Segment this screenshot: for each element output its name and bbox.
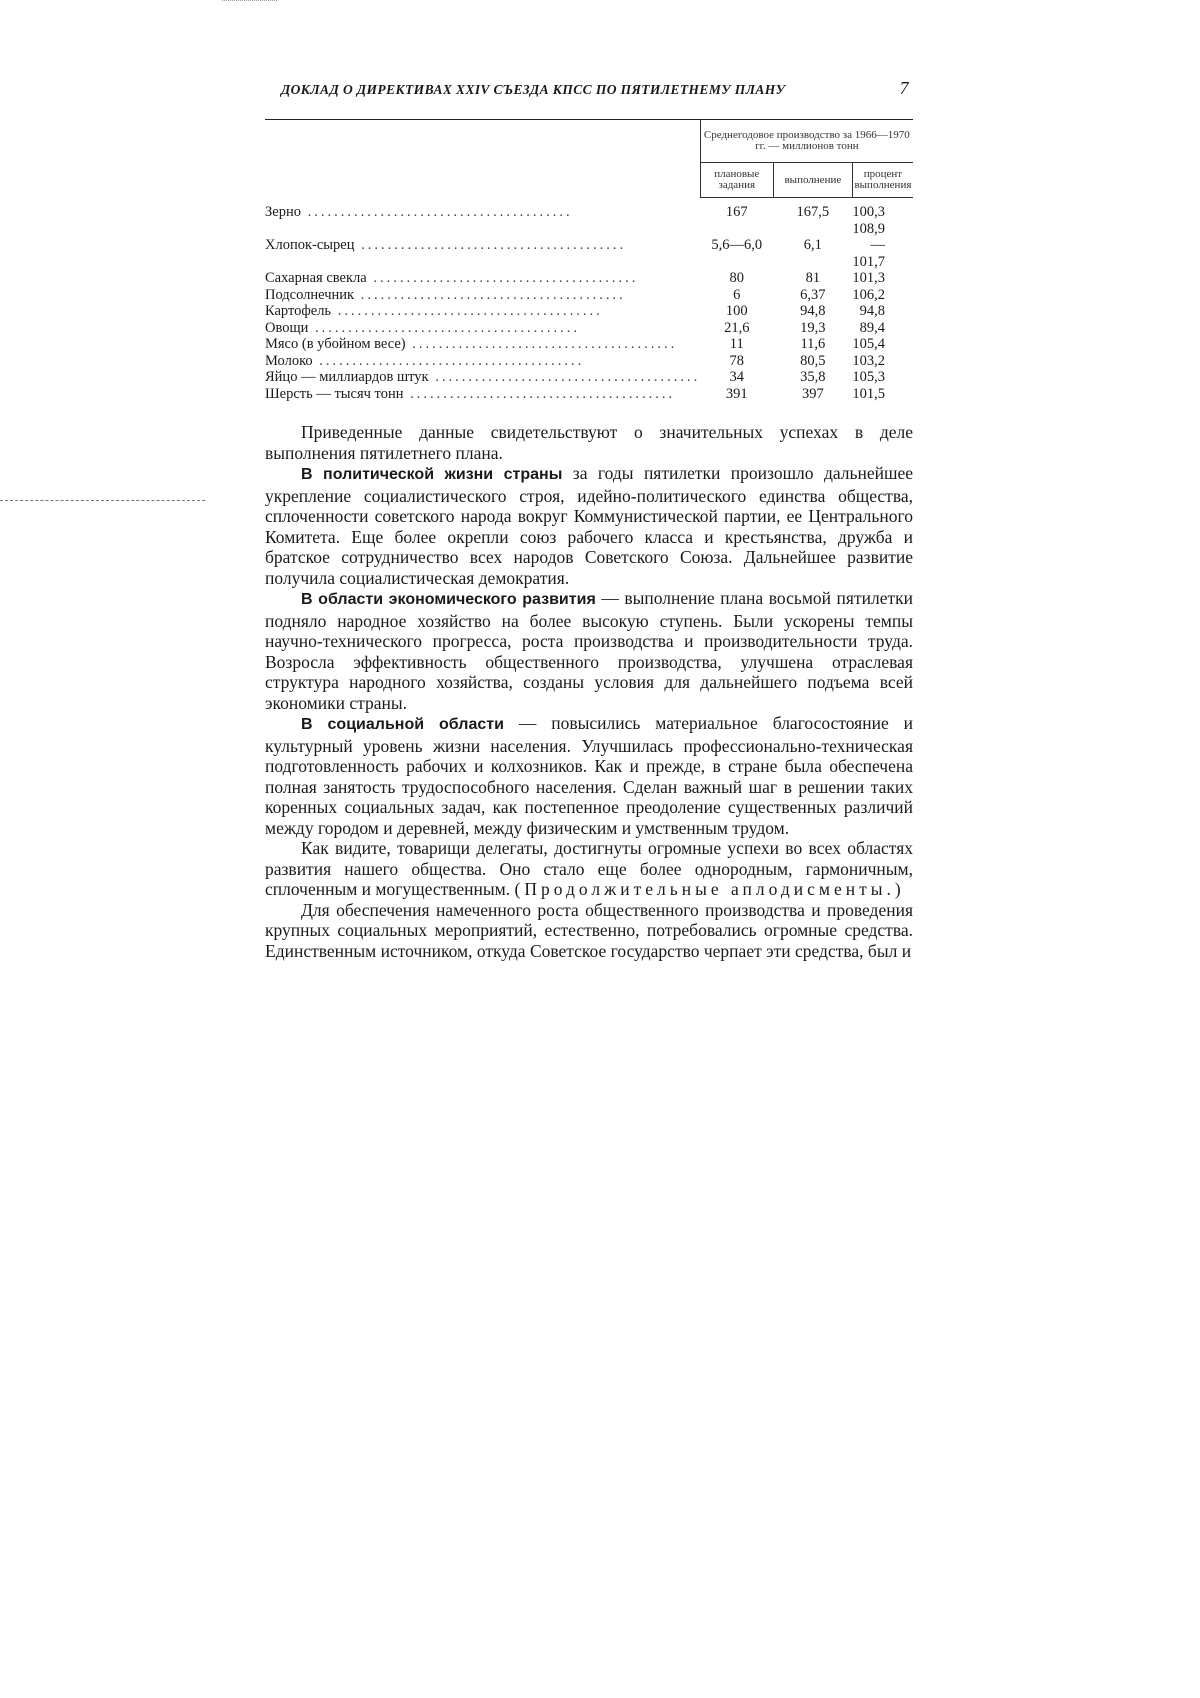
cell-actual: 94,8 — [800, 303, 826, 319]
cell-planned: 167 — [725, 204, 748, 220]
row-label: Мясо (в убойном весе) — [265, 336, 406, 352]
cell-actual: 6,37 — [800, 286, 826, 303]
row-label: Хлопок-сырец — [265, 237, 355, 253]
dot-leader: ........................................ — [308, 319, 581, 336]
paragraph-2-text: за годы пятилетки произошло дальнейшее укрепление социалистического строя, идейно-политического единства общества, сплоченности советского народа вокруг Коммунистической партии, ее Центрального Комитета. Еще более окрепли союз рабочего класса и крестьянства, дружба и братское сотрудничество всех народов Советского Союза. Дальнейшее развитие получила социалистическая демократия. — [265, 463, 914, 588]
cell-actual: 11,6 — [800, 336, 826, 352]
table-row — [265, 270, 913, 287]
dot-leader: ........................................ — [300, 203, 573, 220]
body-text — [265, 422, 913, 961]
paragraph-2 — [265, 463, 913, 588]
cell-percent: 100,3 — [852, 204, 885, 220]
table-header-row — [265, 120, 913, 163]
label-cell — [265, 386, 700, 403]
cell-percent: 108,9—101,7 — [852, 220, 885, 270]
paragraph-4 — [265, 713, 913, 838]
cell-actual: 80,5 — [800, 352, 826, 369]
col-header-percent: процент выполнения — [852, 163, 913, 198]
cell-percent: 103,2 — [852, 352, 885, 369]
scan-artifact-top — [222, 0, 277, 1]
cell-planned: 391 — [725, 385, 748, 402]
col-header-actual: выполнение — [773, 163, 852, 198]
paragraph-3 — [265, 588, 913, 713]
cell-planned: 5,6—6,0 — [711, 237, 763, 253]
row-label: Шерсть — тысяч тонн — [265, 385, 404, 402]
paragraph-2-lead: В политической жизни страны — [301, 466, 563, 483]
table-body — [265, 198, 913, 403]
dot-leader: ........................................ — [331, 303, 603, 319]
cell-percent: 94,8 — [859, 303, 885, 319]
scan-artifact-margin-line — [0, 500, 205, 501]
paragraph-6: Для обеспечения намеченного роста общественного производства и проведения крупных социальных мероприятий, естественно, потребовались огромные средства. Единственным источником, откуда Советское государство черпает эти средства, был и — [265, 899, 913, 961]
paragraph-1: Приведенные данные свидетельствуют о значительных успехах в деле выполнения пятилетнего плана. — [265, 422, 913, 463]
dot-leader: ........................................ — [354, 286, 626, 303]
table-header-blank — [265, 120, 700, 198]
label-cell — [265, 336, 700, 353]
page-number: 7 — [899, 78, 909, 98]
row-label: Подсолнечник — [265, 286, 355, 303]
label-cell — [265, 198, 700, 221]
label-cell — [265, 369, 700, 386]
dot-leader: ........................................ — [312, 352, 585, 369]
running-head-title: ДОКЛАД О ДИРЕКТИВАХ XXIV СЪЕЗДА КПСС ПО ПЯТИЛЕТНЕМУ ПЛАНУ — [281, 82, 786, 97]
table-row — [265, 353, 913, 370]
table-group-header: Среднегодовое производство за 1966—1970 гг. — миллионов тонн — [700, 120, 913, 163]
table-row — [265, 320, 913, 337]
cell-actual: 6,1 — [803, 237, 822, 253]
table-row — [265, 221, 913, 271]
cell-actual: 19,3 — [800, 319, 826, 336]
cell-planned: 11 — [729, 336, 744, 352]
col-header-planned: плановые задания — [700, 163, 773, 198]
paragraph-5 — [265, 838, 913, 900]
cell-actual: 397 — [801, 385, 824, 402]
cell-planned: 78 — [729, 352, 745, 369]
cell-percent: 105,3 — [852, 369, 885, 385]
cell-planned: 6 — [733, 286, 741, 303]
paragraph-5-text: Как видите, товарищи делегаты, достигнуты огромные успехи во всех областях развития нашего общества. Оно стало еще более однородным, гармоничным, сплоченным и могущественным. — [265, 838, 913, 899]
cell-percent: 106,2 — [852, 286, 885, 303]
label-cell — [265, 221, 700, 271]
cell-planned: 21,6 — [724, 319, 750, 336]
dot-leader: ........................................ — [403, 385, 676, 402]
row-label: Зерно — [265, 203, 301, 220]
dot-leader: ........................................ — [354, 237, 627, 253]
paragraph-4-text: — повысились материальное благосостояние и культурный уровень жизни населения. Улучшилась профессионально-техническая подготовленность рабочих и колхозников. Как и прежде, в стране была обеспечена полная занятость трудоспособного населения. Сделан важный шаг в решении таких коренных социальных задач, как постепенное преодоление существенных различий между городом и деревней, между физическим и умственным трудом. — [265, 713, 913, 838]
production-table — [265, 119, 913, 402]
row-label: Молоко — [265, 352, 313, 369]
dot-leader: ........................................ — [405, 336, 678, 352]
running-head — [265, 78, 913, 99]
paragraph-3-text: — выполнение плана восьмой пятилетки подняло народное хозяйство на более высокую ступень. Были ускорены темпы научно-технического прогресса, роста производства и производительности труда. Возросла эффективность общественного производства, улучшена отраслевая структура народного хозяйства, созданы условия для дальнейшего подъема всей экономики страны. — [265, 588, 913, 713]
cell-percent: 101,5 — [852, 385, 885, 402]
label-cell — [265, 303, 700, 320]
row-label: Овощи — [265, 319, 309, 336]
label-cell — [265, 270, 700, 287]
label-cell — [265, 320, 700, 337]
cell-planned: 100 — [725, 303, 748, 319]
cell-planned: 80 — [729, 270, 745, 286]
cell-percent: 105,4 — [852, 336, 885, 352]
cell-percent: 101,3 — [852, 270, 885, 286]
table-row — [265, 369, 913, 386]
paragraph-3-lead: В области экономического развития — [301, 591, 596, 608]
cell-percent: 89,4 — [859, 319, 885, 336]
table-row — [265, 303, 913, 320]
row-label: Картофель — [265, 303, 332, 319]
row-label: Сахарная свекла — [265, 270, 367, 286]
cell-actual: 167,5 — [796, 204, 830, 220]
document-page — [265, 78, 913, 961]
label-cell — [265, 353, 700, 370]
cell-planned: 34 — [729, 369, 745, 385]
row-label: Яйцо — миллиардов штук — [265, 369, 429, 385]
table-row — [265, 336, 913, 353]
cell-actual: 81 — [805, 270, 821, 286]
table-row — [265, 386, 913, 403]
table-row — [265, 198, 913, 221]
cell-actual: 35,8 — [800, 369, 826, 385]
label-cell — [265, 287, 700, 304]
paragraph-4-lead: В социальной области — [301, 716, 504, 733]
dot-leader: ........................................ — [428, 369, 701, 385]
applause-note: (Продолжительные аплодисменты.) — [514, 879, 905, 899]
table-row — [265, 287, 913, 304]
dot-leader: ........................................ — [366, 270, 639, 286]
